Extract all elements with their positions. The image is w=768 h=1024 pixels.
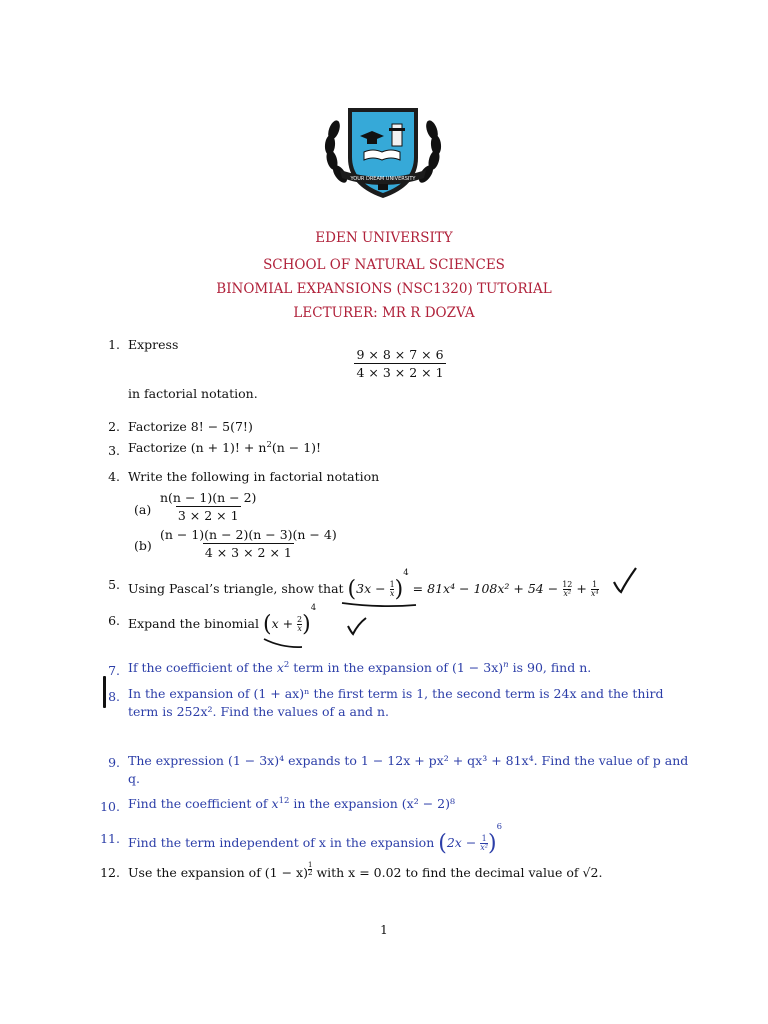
question-4b-fraction: $\frac{(n - 1)(n - 2)(n - 3)(n - 4)}{4 \times 3 \times 2 \times 1}$ xyxy=(160,527,337,560)
question-4a-label: (a) xyxy=(134,502,152,517)
question-number: 8. xyxy=(108,689,120,704)
question-4b-label: (b) xyxy=(134,538,152,553)
university-name: EDEN UNIVERSITY xyxy=(315,230,453,246)
question-number: 2. xyxy=(108,419,120,434)
question-number: 12. xyxy=(100,865,120,880)
lecturer-name: LECTURER: MR R DOZVA xyxy=(293,305,475,321)
question-number: 4. xyxy=(108,469,120,484)
question-5-text: Using Pascal’s triangle, show that (3x − $\frac{1}{x}$ )$^4$ = 81x⁴ − 108x² + 54 − $\frac{12}{\text{x²}}$ + $\frac{1}{\text{x⁴}}$ xyxy=(128,568,599,602)
question-9-text: The expression (1 − 3x)⁴ expands to 1 − 12x + px² + qx³ + 81x⁴. Find the value of p and q. xyxy=(128,753,689,786)
question-11-text: Find the term independent of x in the expansion (2x − $\frac{1}{\text{x²}}$ )$^6$ xyxy=(128,822,503,856)
page-number: 1 xyxy=(380,923,388,937)
question-2-text: Factorize 8! − 5(7!) xyxy=(128,419,253,434)
question-number: 5. xyxy=(108,577,120,592)
question-number: 7. xyxy=(108,663,120,678)
school-name: SCHOOL OF NATURAL SCIENCES xyxy=(263,257,505,273)
handwritten-underline xyxy=(340,598,420,610)
question-number: 1. xyxy=(108,337,120,352)
question-number: 9. xyxy=(108,755,120,770)
question-number: 11. xyxy=(100,831,120,846)
question-10-text: Find the coefficient of $x^{12}$ in the expansion (x² − 2)⁸ xyxy=(128,796,455,812)
question-6-text: Expand the binomial (x + $\frac{2}{x}$ )$^4$ xyxy=(128,603,317,637)
question-1-tail: in factorial notation. xyxy=(128,386,258,401)
handwritten-underline xyxy=(262,636,306,650)
question-3-text: Factorize (n + 1)! + $n^2(n - 1)$! xyxy=(128,440,322,456)
question-4a-fraction: $\frac{n(n - 1)(n - 2)}{3 \times 2 \times 1}$ xyxy=(160,490,257,523)
check-mark-icon xyxy=(346,616,368,636)
question-number: 6. xyxy=(108,613,120,628)
course-title: BINOMIAL EXPANSIONS (NSC1320) TUTORIAL xyxy=(216,281,552,297)
question-number: 10. xyxy=(100,799,120,814)
question-1-lead: Express xyxy=(128,337,179,352)
question-4-text: Write the following in factorial notation xyxy=(128,469,380,484)
crest-icon xyxy=(320,100,446,202)
question-number: 3. xyxy=(108,443,120,458)
university-logo xyxy=(320,100,446,202)
svg-text:YOUR DREAM UNIVERSITY: YOUR DREAM UNIVERSITY xyxy=(350,176,416,182)
question-8-text: In the expansion of (1 + ax)ⁿ the first term is 1, the second term is 24x and the third term is 252x². Find the values of a and n. xyxy=(128,686,664,719)
check-mark-icon xyxy=(612,566,638,596)
question-12-text: Use the expansion of (1 − x) $^{\frac{1}{2}}$ with x = 0.02 to find the decimal value of √2. xyxy=(128,861,603,881)
question-7-text: If the coefficient of the $x^2$ term in the expansion of $(1 - 3x)^n$ is 90, find n. xyxy=(128,660,592,676)
question-1-fraction: $\frac{9 \times 8 \times 7 \times 6}{4 \times 3 \times 2 \times 1}$ xyxy=(356,347,444,380)
